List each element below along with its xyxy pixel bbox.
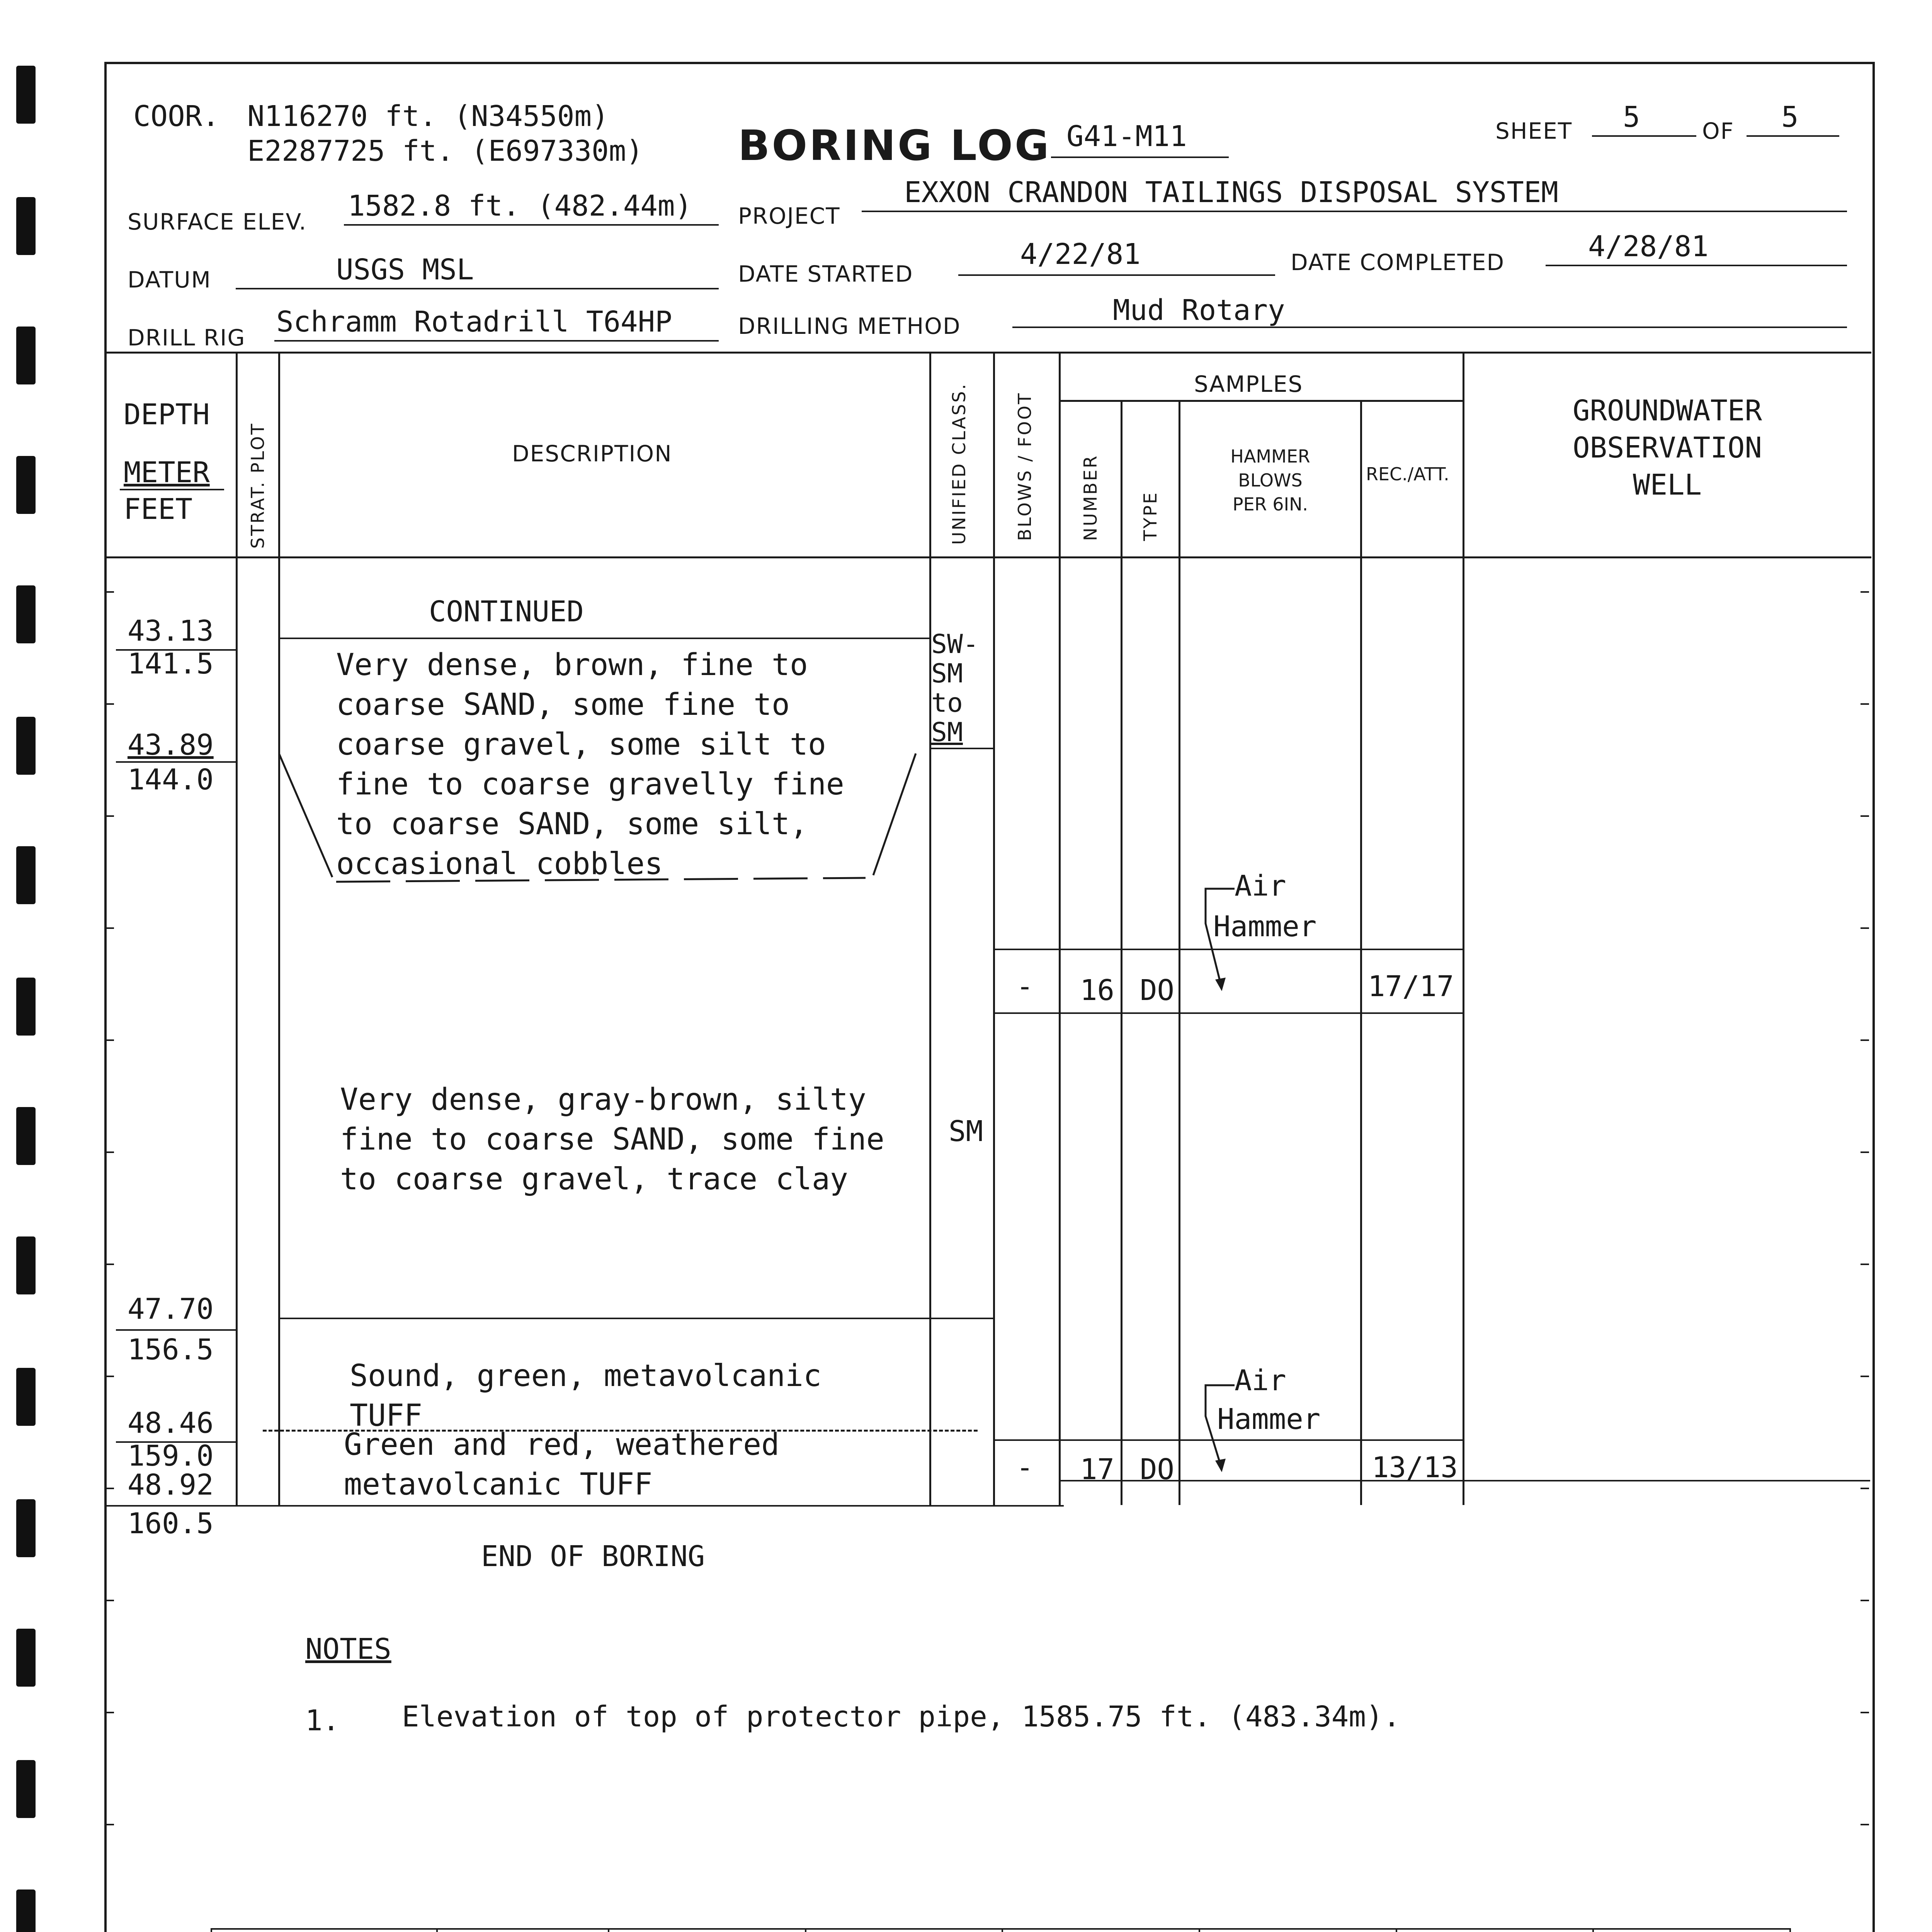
class-layer-2: SM — [949, 1115, 983, 1148]
sample-17-hammer-1: Air — [1235, 1364, 1286, 1397]
left-scale-ticks — [105, 556, 117, 1932]
class-layer-1: SW- SM to SM — [931, 629, 979, 748]
end-of-boring: END OF BORING — [481, 1540, 705, 1573]
layer-3-description: Sound, green, metavolcanic TUFF — [350, 1359, 821, 1433]
note-1-number: 1. — [305, 1704, 340, 1737]
col-number: NUMBER — [1080, 454, 1101, 541]
transition-bracket — [278, 742, 935, 896]
sample-16-type: DO — [1140, 974, 1175, 1007]
row-value — [437, 1929, 609, 1932]
sample-16-arrow-icon — [1198, 885, 1240, 997]
sheet-label: SHEET — [1495, 118, 1573, 144]
depth-ft-5: 160.5 — [128, 1507, 214, 1540]
binder-hole — [16, 1889, 36, 1932]
depth-m-1: 43.13 — [128, 614, 214, 648]
depth-m-4: 48.46 — [128, 1406, 214, 1440]
depth-ft-1: 141.5 — [128, 647, 214, 680]
col-blows-foot: BLOWS / FOOT — [1014, 391, 1035, 541]
sample-16-blows: - — [1016, 970, 1034, 1003]
depth-ft-3: 156.5 — [128, 1333, 214, 1366]
date-started-value: 4/22/81 — [1020, 238, 1141, 271]
sample-16-number: 16 — [1080, 974, 1115, 1007]
col-description: DESCRIPTION — [512, 440, 672, 467]
sample-16-hammer-1: Air — [1235, 869, 1286, 903]
project-label: PROJECT — [738, 203, 840, 229]
binder-hole — [16, 327, 36, 384]
drill-rig-value: Schramm Rotadrill T64HP — [276, 305, 672, 338]
layer-2-description: Very dense, gray-brown, silty fine to coarse SAND, some fine to coarse gravel, trace clay — [340, 1082, 884, 1197]
note-1-text: Elevation of top of protector pipe, 1585.75 ft. (483.34m). — [402, 1700, 1401, 1733]
col-strat-plot: STRAT. PLOT — [247, 422, 268, 549]
continued-label: CONTINUED — [429, 595, 584, 628]
sample-17-type: DO — [1140, 1453, 1175, 1486]
coor-east: E2287725 ft. (E697330m) — [247, 134, 643, 168]
col-samples: SAMPLES — [1194, 371, 1303, 397]
date-started-label: DATE STARTED — [738, 261, 913, 287]
col-unified-class: UNIFIED CLASS. — [949, 382, 969, 545]
depth-m-3: 47.70 — [128, 1293, 214, 1326]
col-feet: FEET — [124, 493, 193, 526]
date-completed-label: DATE COMPLETED — [1291, 249, 1505, 276]
drilling-method-value: Mud Rotary — [1113, 294, 1285, 327]
col-depth: DEPTH — [124, 398, 210, 431]
surface-elev-value: 1582.8 ft. (482.44m) — [348, 189, 692, 223]
datum-value: USGS MSL — [336, 253, 474, 286]
drill-rig-label: DRILL RIG — [128, 325, 246, 351]
layer-4-description: Green and red, weathered metavolcanic TUFF — [344, 1427, 780, 1502]
table-row — [211, 1929, 1790, 1932]
depth-ft-4: 159.0 — [128, 1439, 214, 1473]
binder-hole — [16, 197, 36, 255]
datum-label: DATUM — [128, 267, 211, 293]
binder-hole — [16, 456, 36, 514]
sample-16-hammer-2: Hammer — [1213, 910, 1317, 943]
col-meter: METER — [124, 456, 210, 489]
form-title: BORING LOG — [738, 122, 1051, 170]
binder-hole — [16, 66, 36, 124]
binder-hole — [16, 1499, 36, 1557]
col-rec-att: REC./ATT. — [1366, 464, 1449, 485]
binder-hole — [16, 1760, 36, 1818]
sample-17-rec: 13/13 — [1372, 1451, 1458, 1484]
binder-hole — [16, 717, 36, 775]
sheet-number: 5 — [1623, 100, 1640, 134]
sample-17-arrow-icon — [1198, 1381, 1240, 1478]
binder-hole — [16, 585, 36, 643]
surface-elev-label: SURFACE ELEV. — [128, 209, 307, 235]
binder-hole — [16, 1629, 36, 1687]
sample-17-number: 17 — [1080, 1453, 1115, 1486]
col-hammer-blows: HAMMER BLOWS PER 6IN. — [1230, 446, 1310, 515]
drilling-method-label: DRILLING METHOD — [738, 313, 961, 339]
sample-16-rec: 17/17 — [1368, 970, 1454, 1003]
notes-title: NOTES — [305, 1633, 391, 1666]
project-value: EXXON CRANDON TAILINGS DISPOSAL SYSTEM — [904, 176, 1558, 209]
binder-hole — [16, 1236, 36, 1294]
col-type: TYPE — [1140, 491, 1161, 541]
of-label: OF — [1702, 118, 1735, 144]
coor-label: COOR. — [133, 100, 219, 133]
sample-17-blows: - — [1016, 1451, 1034, 1484]
right-scale-ticks — [1861, 556, 1872, 1932]
sheet-total: 5 — [1781, 100, 1799, 134]
layer-1-description: Very dense, brown, fine to coarse SAND, some fine to coarse gravel, some silt to fine to coarse gravelly fine to coarse SAND, some silt, occasional cobbles — [336, 648, 844, 881]
binder-hole — [16, 1368, 36, 1426]
sample-17-hammer-2: Hammer — [1217, 1403, 1321, 1436]
depth-ft-2: 144.0 — [128, 763, 214, 796]
row-label — [211, 1929, 437, 1932]
depth-m-5: 48.92 — [128, 1468, 214, 1502]
binder-hole — [16, 1107, 36, 1165]
binder-hole — [16, 846, 36, 904]
depth-m-2: 43.89 — [128, 728, 214, 762]
boring-id: G41-M11 — [1066, 120, 1187, 153]
binder-hole — [16, 978, 36, 1036]
date-completed-value: 4/28/81 — [1588, 230, 1709, 263]
coor-north: N116270 ft. (N34550m) — [247, 100, 609, 133]
col-groundwater-well: GROUNDWATER OBSERVATION WELL — [1572, 394, 1762, 502]
water-level-table — [211, 1928, 1791, 1932]
